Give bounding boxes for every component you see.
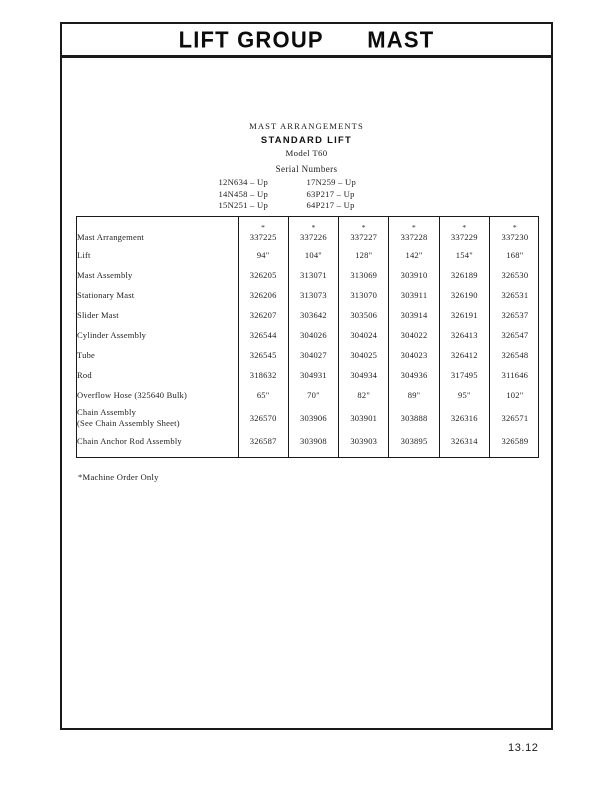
serial-number-right: 63P217 – Up: [306, 188, 355, 199]
serial-numbers-list: [219, 177, 395, 212]
spacer-cell: [389, 451, 439, 457]
machine-order-star-icon: *: [512, 223, 517, 232]
page-title: LIFT GROUP MAST: [178, 25, 435, 53]
row-value: 326530: [489, 265, 539, 285]
row-value: 313069: [339, 265, 389, 285]
row-value: 326190: [439, 285, 489, 305]
table-row: [77, 217, 540, 245]
table-row: [77, 245, 540, 265]
row-value: 304934: [339, 365, 389, 385]
row-value: 304022: [389, 325, 439, 345]
serial-number-left: 15N251 – Up: [218, 200, 269, 211]
spacer-cell: [238, 451, 288, 457]
spacer-cell: [489, 451, 539, 457]
row-value: 304026: [288, 325, 338, 345]
row-value: 326412: [439, 345, 489, 365]
row-value: 326314: [439, 431, 489, 451]
row-label: Overflow Hose (325640 Bulk): [77, 389, 188, 400]
row-value: 326537: [489, 305, 539, 325]
row-value: 168": [489, 245, 539, 265]
table-row: [77, 265, 540, 285]
row-value: 304931: [288, 365, 338, 385]
row-value: 303888: [389, 405, 439, 431]
table-row: [77, 325, 540, 345]
row-value: 326207: [238, 305, 288, 325]
row-value: 326413: [439, 325, 489, 345]
page-frame: [60, 22, 553, 730]
row-value: 303895: [389, 431, 439, 451]
row-value: 326589: [489, 431, 539, 451]
row-value: 304025: [339, 345, 389, 365]
row-label: Stationary Mast: [77, 289, 135, 300]
table-bottom-spacer: [77, 451, 540, 457]
row-label: Mast Assembly: [77, 269, 133, 280]
row-value: 304024: [339, 325, 389, 345]
machine-order-star-icon: *: [462, 223, 467, 232]
row-value: 326205: [238, 265, 288, 285]
row-label: Chain Assembly (See Chain Assembly Sheet): [77, 405, 238, 431]
row-value: 303901: [339, 405, 389, 431]
spacer-cell: [288, 451, 338, 457]
row-value: 326189: [439, 265, 489, 285]
row-value: 304023: [389, 345, 439, 365]
row-value: 326548: [489, 345, 539, 365]
table-row: [77, 405, 540, 431]
row-value: 104": [288, 245, 338, 265]
row-value: 326545: [238, 345, 288, 365]
row-value: 82": [339, 385, 389, 405]
page-header-band: [62, 24, 551, 58]
serial-number-row: [219, 177, 395, 189]
row-value: 304027: [288, 345, 338, 365]
row-value: 95": [439, 385, 489, 405]
row-value: * 337228: [389, 217, 439, 245]
row-label: Rod: [77, 369, 92, 380]
machine-order-star-icon: *: [261, 223, 266, 232]
row-label: Tube: [77, 349, 96, 360]
row-value: * 337227: [339, 217, 389, 245]
serial-numbers-block: [62, 163, 551, 213]
serial-number-row: [219, 200, 395, 212]
row-value: 311646: [489, 365, 539, 385]
row-label: Chain Anchor Rod Assembly: [77, 435, 182, 446]
table-row: [77, 345, 540, 365]
machine-order-star-icon: *: [361, 223, 366, 232]
row-value: * 337225: [238, 217, 288, 245]
table-row: [77, 285, 540, 305]
row-value: 65": [238, 385, 288, 405]
footnote-machine-order-only: *Machine Order Only: [78, 472, 159, 482]
serial-number-left: 12N634 – Up: [218, 177, 269, 187]
title-block: [62, 120, 551, 160]
row-sublabel: (See Chain Assembly Sheet): [77, 418, 180, 429]
row-value: 313073: [288, 285, 338, 305]
title-model: Model T60: [285, 148, 328, 158]
serial-number-left: 14N458 – Up: [218, 188, 269, 199]
row-label: Lift: [77, 249, 91, 260]
serial-numbers-heading: Serial Numbers: [275, 164, 338, 174]
row-value: 303911: [389, 285, 439, 305]
machine-order-star-icon: *: [412, 223, 417, 232]
row-value: 303910: [389, 265, 439, 285]
row-value: 326547: [489, 325, 539, 345]
row-value: * 337226: [288, 217, 338, 245]
row-value: 303914: [389, 305, 439, 325]
row-value: 303506: [339, 305, 389, 325]
spacer-cell: [339, 451, 389, 457]
spacer-cell: [77, 451, 238, 457]
row-label: Cylinder Assembly: [77, 329, 147, 340]
row-value: 326206: [238, 285, 288, 305]
parts-table: [76, 216, 539, 458]
row-value: 70": [288, 385, 338, 405]
row-value: 317495: [439, 365, 489, 385]
table-row: [77, 385, 540, 405]
title-standard-lift: STANDARD LIFT: [260, 134, 353, 145]
row-value: 303906: [288, 405, 338, 431]
spacer-cell: [439, 451, 489, 457]
row-value: 326531: [489, 285, 539, 305]
row-value: 326571: [489, 405, 539, 431]
row-label: Slider Mast: [77, 309, 119, 320]
row-value: 102": [489, 385, 539, 405]
row-value: 326316: [439, 405, 489, 431]
row-value: 94": [238, 245, 288, 265]
row-value: 154": [439, 245, 489, 265]
row-value: 318632: [238, 365, 288, 385]
row-value: 128": [339, 245, 389, 265]
serial-number-right: 64P217 – Up: [306, 200, 355, 211]
table-row: [77, 305, 540, 325]
row-value: * 337230: [489, 217, 539, 245]
row-value: 303903: [339, 431, 389, 451]
row-value: 303908: [288, 431, 338, 451]
table-row: [77, 365, 540, 385]
row-value: 142": [389, 245, 439, 265]
row-value: 313070: [339, 285, 389, 305]
row-value: 304936: [389, 365, 439, 385]
serial-number-right: 17N259 – Up: [306, 177, 357, 187]
page-number: 13.12: [508, 742, 539, 754]
title-mast-arrangements: MAST ARRANGEMENTS: [249, 121, 364, 131]
row-value: 303642: [288, 305, 338, 325]
row-label: Mast Arrangement: [77, 232, 145, 242]
row-value: * 337229: [439, 217, 489, 245]
row-value: 326587: [238, 431, 288, 451]
row-value: 326570: [238, 405, 288, 431]
table-row: [77, 431, 540, 451]
row-value: 326544: [238, 325, 288, 345]
machine-order-star-icon: *: [311, 223, 316, 232]
row-value: 89": [389, 385, 439, 405]
row-value: 313071: [288, 265, 338, 285]
serial-number-row: [219, 189, 395, 201]
row-value: 326191: [439, 305, 489, 325]
